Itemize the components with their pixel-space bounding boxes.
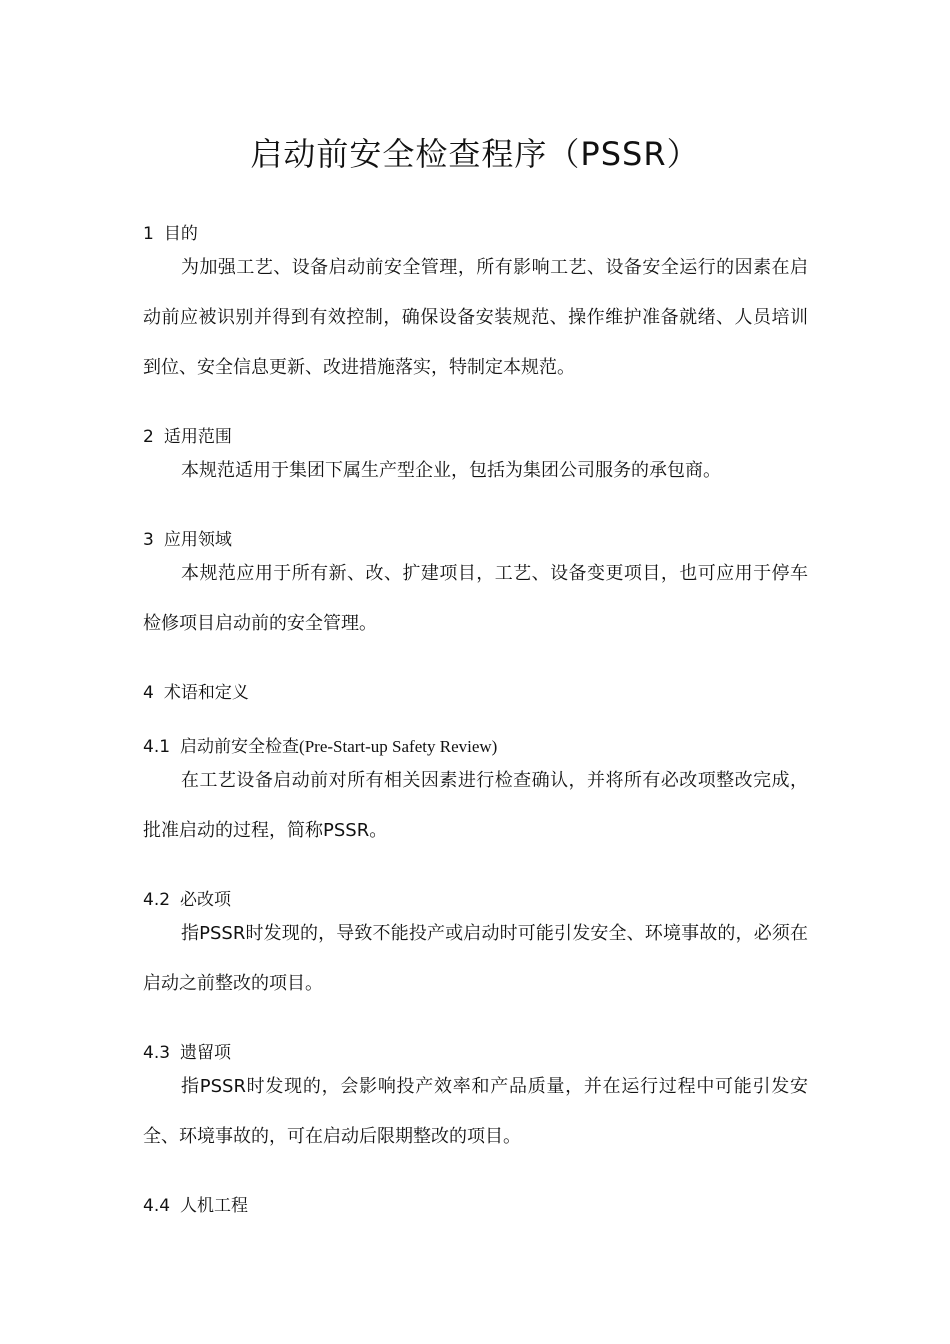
section-number: 4.3 [143,1043,171,1063]
section-title: 启动前安全检查 [180,737,300,757]
section-title: 目的 [163,224,198,244]
section-paragraph-1: 为加强工艺、设备启动前安全管理，所有影响工艺、设备安全运行的因素在启动前应被识别并得到有效控制，确保设备安装规范、操作维护准备就绪、人员培训到位、安全信息更新、改进措施落实，特制定本规范。 [143,257,808,378]
section-number: 4.2 [143,890,171,910]
section-number: 4 [143,683,154,703]
section-paragraph-2: 本规范适用于集团下属生产型企业，包括为集团公司服务的承包商。 [181,460,721,481]
section-heading-4-4 [143,1194,248,1218]
document-title: 启动前安全检查程序（PSSR） [250,135,700,173]
section-number: 4.4 [143,1196,171,1216]
section-number: 1 [143,224,154,244]
section-paragraph-4-3: 指PSSR时发现的，会影响投产效率和产品质量，并在运行过程中可能引发安全、环境事故的，可在启动后限期整改的项目。 [143,1076,808,1147]
section-number: 2 [143,427,154,447]
section-heading-4 [143,681,249,705]
section-number: 4.1 [143,737,171,757]
section-title: 适用范围 [163,427,232,447]
section-paragraph-3: 本规范应用于所有新、改、扩建项目，工艺、设备变更项目，也可应用于停车检修项目启动前的安全管理。 [143,563,808,634]
section-title-english: (Pre-Start-up Safety Review) [299,737,498,756]
section-title: 术语和定义 [163,683,249,703]
section-title: 遗留项 [180,1043,232,1063]
section-number: 3 [143,530,154,550]
section-title: 应用领域 [163,530,232,550]
section-paragraph-4-2: 指PSSR时发现的，导致不能投产或启动时可能引发安全、环境事故的，必须在启动之前整改的项目。 [143,923,808,994]
section-title: 必改项 [180,890,232,910]
section-title: 人机工程 [180,1196,249,1216]
section-paragraph-4-1: 在工艺设备启动前对所有相关因素进行检查确认，并将所有必改项整改完成，批准启动的过程，简称PSSR。 [143,770,808,841]
